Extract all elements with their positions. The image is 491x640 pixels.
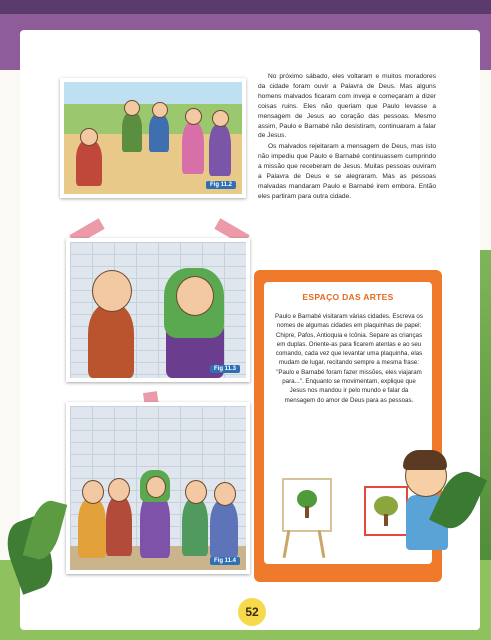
story-text (258, 72, 436, 203)
figure-person (182, 122, 204, 174)
figure-head (108, 478, 130, 502)
figure-two-people (66, 238, 250, 382)
page-number: 52 (236, 596, 268, 628)
arts-box-text: Paulo e Barnabé visitaram várias cidades. Escreva os nomes de algumas cidades em plaquinhas de papel: Chipre, Pafos, Antioquia e Icônia. Separe as crianças em duplas. Oriente-as para ficarem atentas e ao seu comando, cada vez que levantar uma plaquinha, elas mudam de lugar, recitando sempre a mesma frase: "Paulo e Barnabé foram fazer missões, eles viajaram para...". Enquanto se movimentam, explique que Jesus nos mandou ir pelo mundo e falar da mensagem do amor de Deus para as pessoas. (275, 313, 423, 404)
figure-group (66, 402, 250, 574)
tree-foliage (374, 496, 398, 516)
figure-person (209, 124, 231, 176)
figure-crowd-scene (60, 78, 246, 198)
figure-head (80, 128, 98, 146)
figure-head (152, 102, 168, 118)
tree-trunk (305, 506, 309, 518)
figure-person (78, 498, 106, 558)
figure-person (149, 114, 169, 152)
figure-person (122, 112, 142, 152)
figure-head (124, 100, 140, 116)
story-paragraph: No próximo sábado, eles voltaram e muitos moradores da cidade foram ouvir a Palavra de Deus. Mas alguns homens malvados ficaram com inveja e começaram a dizer coisas ruins. Eles não queriam que Paulo levasse a mensagem de Jesus ao coração das pessoas. Mesmo assim, Paulo e Barnabé não desistiram, continuaram a falar de Jesus. (258, 73, 436, 140)
figure-head (185, 108, 202, 125)
figure-person (210, 500, 238, 558)
figure-caption: Fig 11.4 (210, 557, 240, 565)
figure-head (212, 110, 229, 127)
tree-sign-icon (364, 486, 408, 536)
figure-head (176, 276, 214, 316)
figure-head (92, 270, 132, 312)
figure-person (182, 498, 208, 556)
figure-caption: Fig 11.2 (206, 181, 236, 189)
figure-person (106, 496, 132, 556)
figure-person (76, 140, 102, 186)
figure-caption: Fig 11.3 (210, 365, 240, 373)
figure-person (88, 304, 134, 378)
figure-head (82, 480, 104, 504)
figure-head (214, 482, 236, 506)
tree-easel-icon (282, 478, 332, 532)
boy-hair (403, 450, 447, 470)
story-paragraph: Os malvados rejeitaram a mensagem de Deus, mas isto não impediu que Paulo e Barnabé continuassem cumprindo a missão que receberam de Jesus. Muitas pessoas ouviram a Palavra de Deus e se alegraram. Mas as pessoas malvadas mandaram Paulo e Barnabé irem embora. Então eles partiram para outra cidade. (258, 143, 436, 200)
top-band-edge (0, 0, 491, 14)
arts-box-title: ESPAÇO DAS ARTES (302, 292, 394, 302)
figure-head (146, 476, 166, 498)
figure-head (185, 480, 207, 504)
tree-trunk (384, 514, 388, 526)
